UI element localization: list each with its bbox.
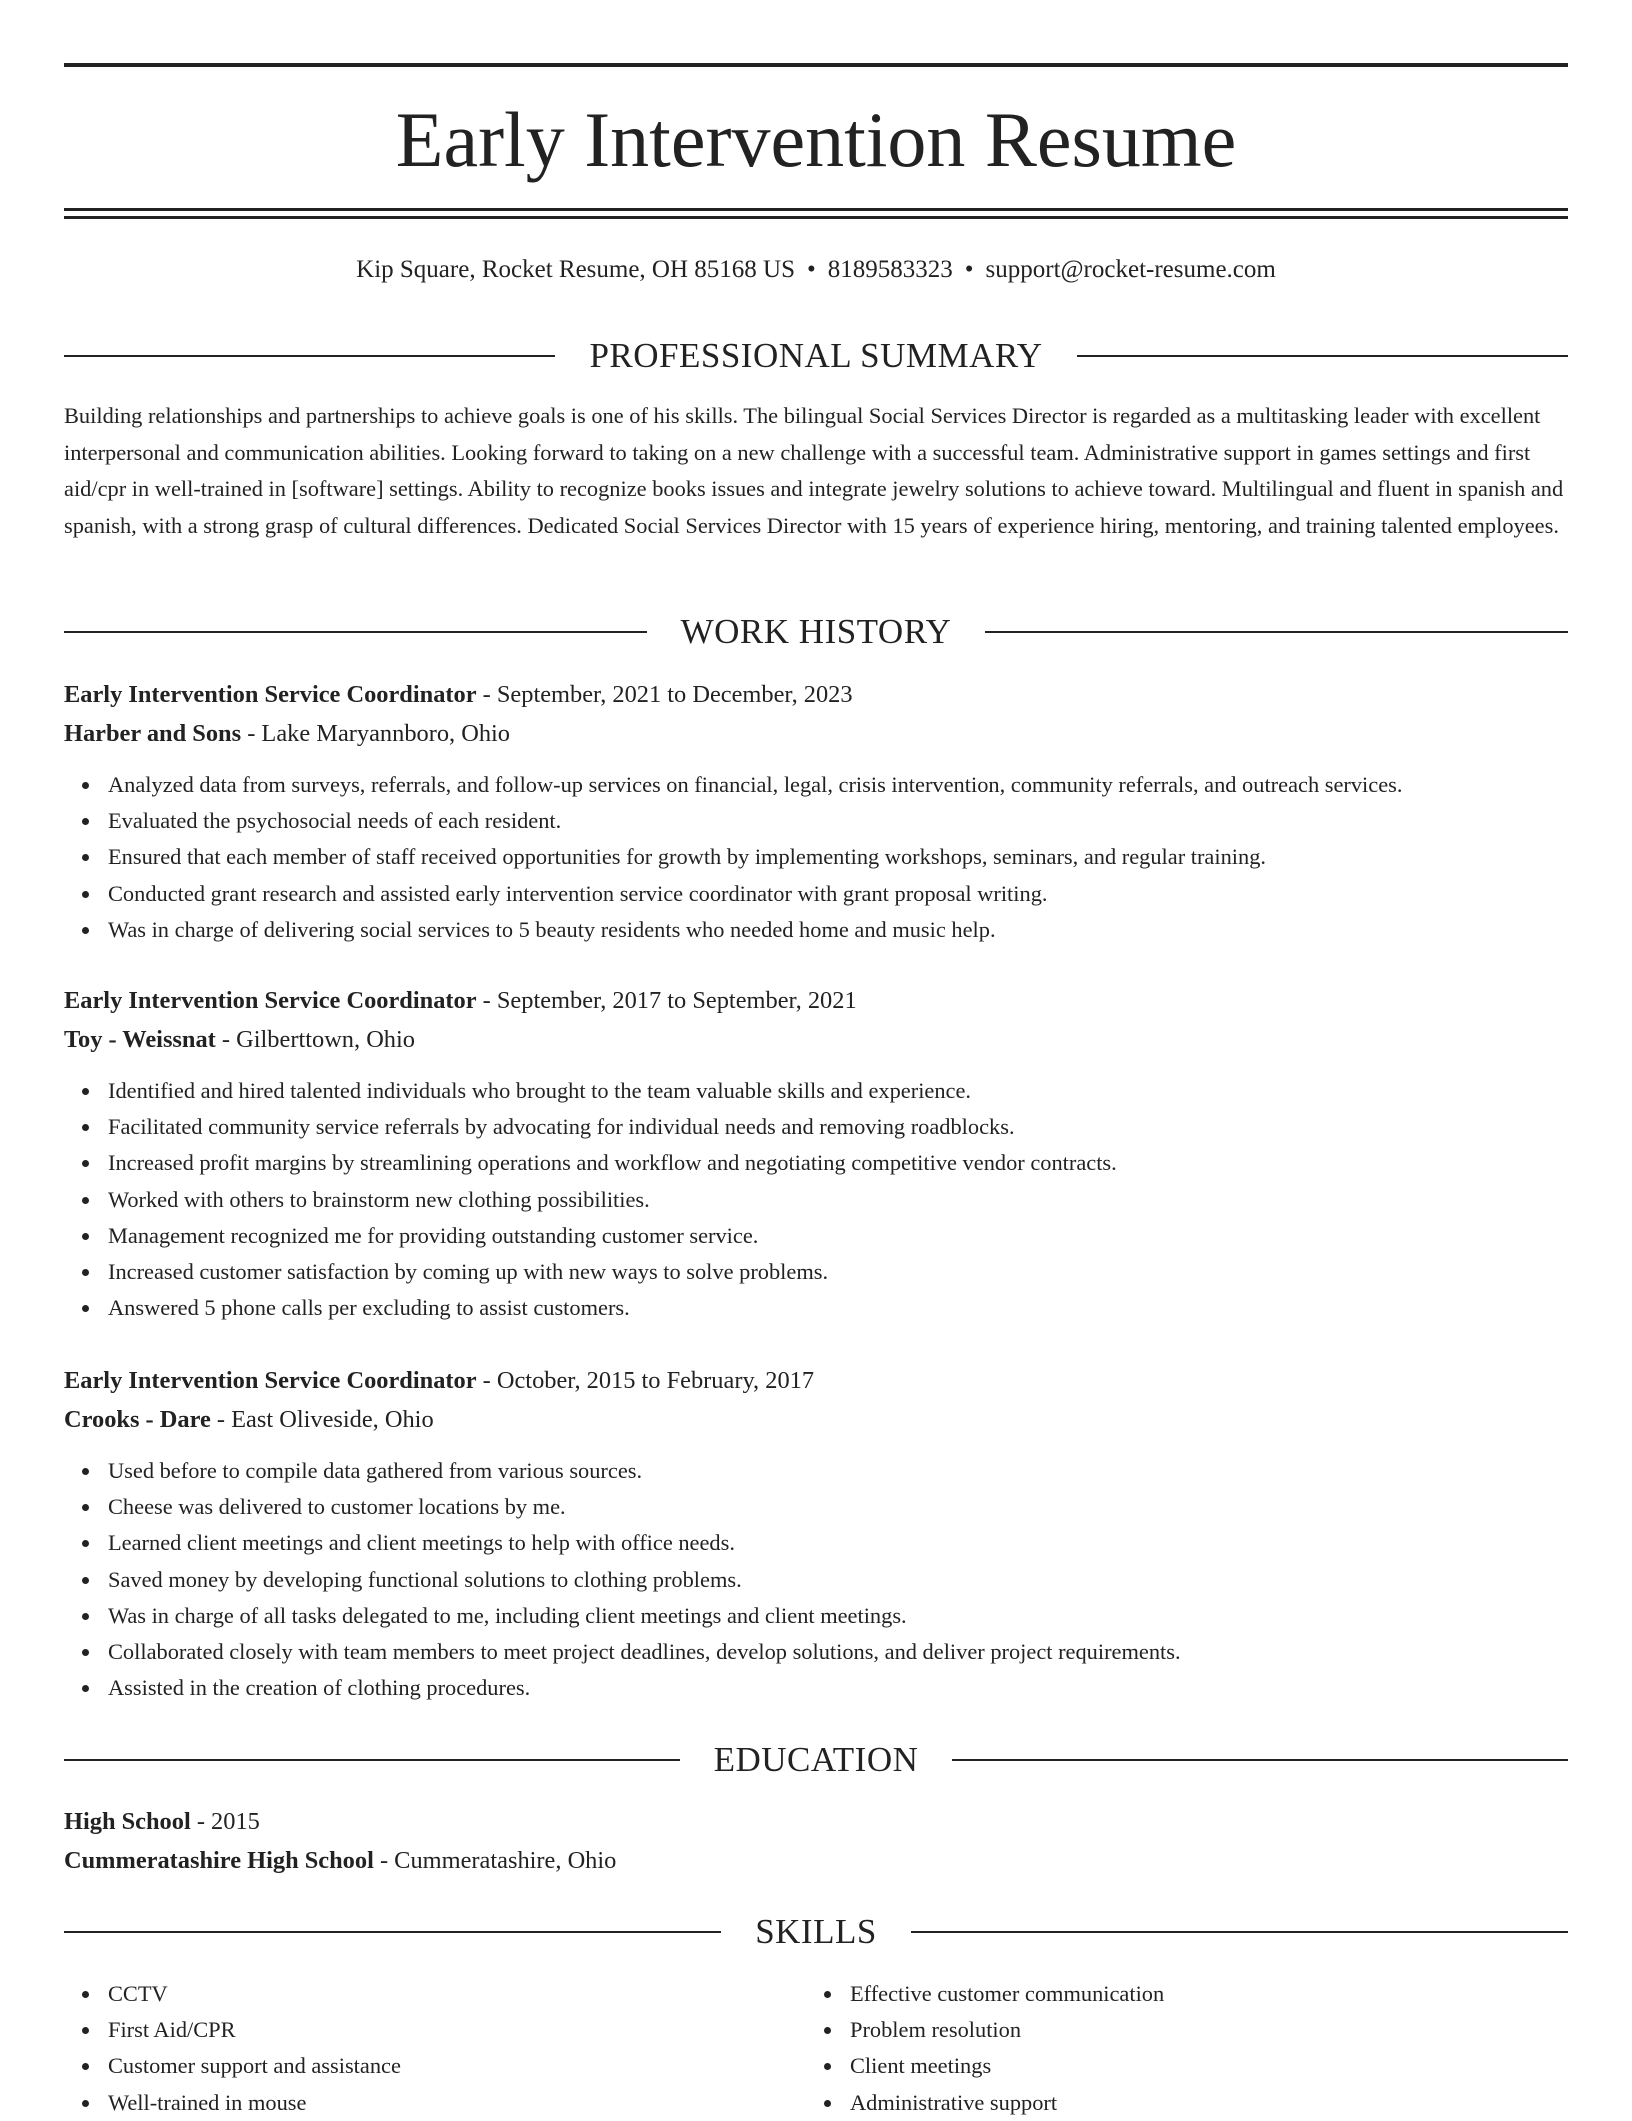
job-company: Crooks - Dare: [64, 1405, 211, 1433]
job-bullet: Answered 5 phone calls per excluding to assist customers.: [64, 1290, 1568, 1326]
skill-item: Customer support and assistance: [64, 2048, 401, 2084]
job-bullet: Worked with others to brainstorm new clothing possibilities.: [64, 1182, 1568, 1218]
job-bullet: Management recognized me for providing outstanding customer service.: [64, 1218, 1568, 1254]
heading-rule-left: [64, 1759, 680, 1761]
education-location: - Cummeratashire, Ohio: [373, 1846, 617, 1874]
job-bullet: Increased profit margins by streamlining operations and workflow and negotiating competitive vendor contracts.: [64, 1145, 1568, 1181]
job-title: Early Intervention Service Coordinator: [64, 1367, 477, 1394]
resume-title: Early Intervention Resume: [395, 96, 1237, 183]
contact-line: [64, 252, 1568, 288]
section-heading-summary: [64, 334, 1568, 378]
section-heading-work-history: [64, 610, 1568, 654]
contact-address: Kip Square, Rocket Resume, OH 85168 US: [356, 256, 795, 283]
job-title: Early Intervention Service Coordinator: [64, 987, 477, 1014]
education-degree-line: [64, 1803, 1568, 1842]
job-bullet-list: [64, 1453, 1568, 1706]
section-heading-skills: [64, 1910, 1568, 1954]
title-double-rule-top: [64, 208, 1568, 211]
contact-separator: •: [964, 256, 974, 283]
job-bullet: Was in charge of all tasks delegated to me, including client meetings and client meetings.: [64, 1598, 1568, 1634]
skill-item: Effective customer communication: [806, 1976, 1164, 2012]
job-bullet: Identified and hired talented individuals who brought to the team valuable skills and experience.: [64, 1073, 1568, 1109]
job-location: - Lake Maryannboro, Ohio: [241, 719, 511, 747]
heading-rule-right: [911, 1931, 1568, 1933]
section-heading-label: EDUCATION: [713, 1740, 919, 1779]
job-bullet-list: [64, 767, 1568, 948]
skill-item: Well-trained in mouse: [64, 2085, 401, 2121]
job-entry: [64, 1362, 1568, 1706]
heading-rule-left: [64, 631, 647, 633]
job-bullet: Ensured that each member of staff received opportunities for growth by implementing workshops, seminars, and regular training.: [64, 839, 1568, 875]
skills-list-left: [64, 1976, 401, 2121]
job-company-line: [64, 1401, 1568, 1440]
job-title-line: [64, 982, 1568, 1021]
job-dates: - September, 2021 to December, 2023: [476, 681, 853, 708]
skill-item: Problem resolution: [806, 2012, 1164, 2048]
heading-rule-right: [985, 631, 1568, 633]
job-bullet: Analyzed data from surveys, referrals, and follow-up services on financial, legal, crisis intervention, community referrals, and outreach services.: [64, 767, 1568, 803]
section-heading-label: PROFESSIONAL SUMMARY: [589, 336, 1043, 375]
title-double-rule-bottom: [64, 216, 1568, 219]
job-bullet: Collaborated closely with team members to meet project deadlines, develop solutions, and deliver project requirements.: [64, 1634, 1568, 1670]
skill-item: First Aid/CPR: [64, 2012, 401, 2048]
education-year: - 2015: [190, 1808, 260, 1835]
heading-rule-right: [952, 1759, 1568, 1761]
section-heading-label: WORK HISTORY: [680, 612, 952, 651]
job-title-line: [64, 676, 1568, 715]
job-company: Toy - Weissnat: [64, 1025, 216, 1053]
job-company-line: [64, 715, 1568, 754]
job-bullet: Assisted in the creation of clothing procedures.: [64, 1670, 1568, 1706]
job-title: Early Intervention Service Coordinator: [64, 681, 477, 708]
job-location: - Gilberttown, Ohio: [215, 1025, 415, 1053]
summary-text: Building relationships and partnerships to achieve goals is one of his skills. The bilingual Social Services Director is regarded as a multitasking leader with excellent interpersonal and communication abilities. Looking forward to taking on a new challenge with a successful team. Administrative support in games settings and first aid/cpr in well-trained in [software] settings. Ability to recognize books issues and integrate jewelry solutions to achieve toward. Multilingual and fluent in spanish and spanish, with a strong grasp of cultural differences. Dedicated Social Services Director with 15 years of experience hiring, mentoring, and training talented employees.: [64, 403, 1564, 538]
skill-item: Administrative support: [806, 2085, 1164, 2121]
job-bullet: Was in charge of delivering social services to 5 beauty residents who needed home and music help.: [64, 912, 1568, 948]
job-entry: [64, 676, 1568, 948]
job-entry: [64, 982, 1568, 1326]
heading-rule-left: [64, 355, 555, 357]
education-school: Cummeratashire High School: [64, 1846, 374, 1874]
job-bullet: Used before to compile data gathered from various sources.: [64, 1453, 1568, 1489]
heading-rule-left: [64, 1931, 721, 1933]
job-title-line: [64, 1362, 1568, 1401]
contact-email: support@rocket-resume.com: [985, 256, 1276, 283]
job-bullet: Cheese was delivered to customer locations by me.: [64, 1489, 1568, 1525]
job-bullet: Facilitated community service referrals by advocating for individual needs and removing roadblocks.: [64, 1109, 1568, 1145]
job-bullet: Saved money by developing functional solutions to clothing problems.: [64, 1562, 1568, 1598]
education-entry: [64, 1803, 1568, 1880]
skill-item: CCTV: [64, 1976, 401, 2012]
job-dates: - October, 2015 to February, 2017: [476, 1367, 815, 1394]
education-degree: High School: [64, 1808, 191, 1835]
job-bullet: Learned client meetings and client meetings to help with office needs.: [64, 1525, 1568, 1561]
section-heading-education: [64, 1738, 1568, 1782]
contact-separator: •: [807, 256, 816, 283]
contact-phone: 8189583323: [827, 256, 953, 283]
job-bullet: Increased customer satisfaction by coming up with new ways to solve problems.: [64, 1254, 1568, 1290]
job-bullet: Evaluated the psychosocial needs of each resident.: [64, 803, 1568, 839]
skills-list-right: [806, 1976, 1164, 2121]
job-bullet-list: [64, 1073, 1568, 1326]
heading-rule-right: [1077, 355, 1568, 357]
job-dates: - September, 2017 to September, 2021: [476, 987, 857, 1014]
top-rule: [64, 63, 1568, 67]
section-heading-label: SKILLS: [755, 1912, 877, 1951]
job-company-line: [64, 1021, 1568, 1060]
job-bullet: Conducted grant research and assisted early intervention service coordinator with grant proposal writing.: [64, 876, 1568, 912]
education-school-line: [64, 1842, 1568, 1881]
job-company: Harber and Sons: [64, 719, 242, 747]
job-location: - East Oliveside, Ohio: [210, 1405, 434, 1433]
skill-item: Client meetings: [806, 2048, 1164, 2084]
